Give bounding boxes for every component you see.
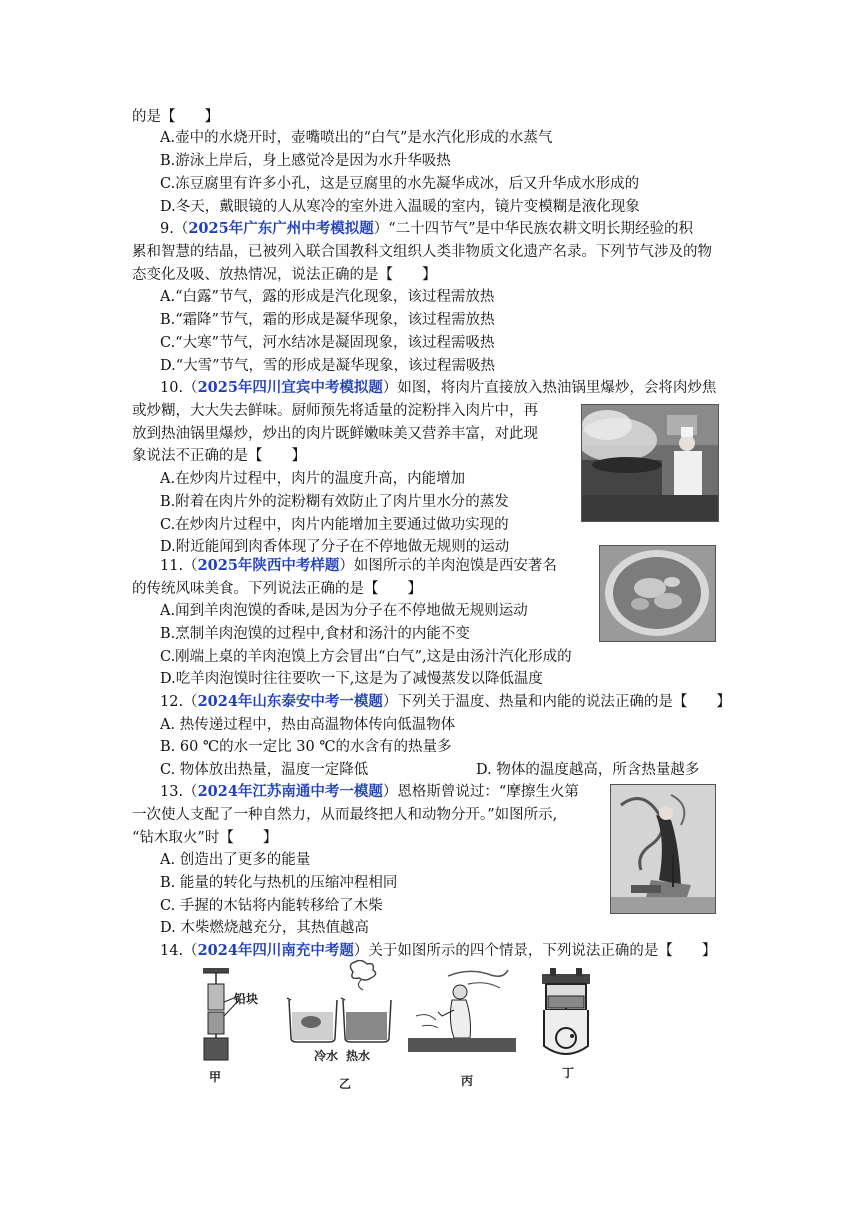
q9-stem-1: “二十四节气”是中华民族农耕文明长期经验的积 — [388, 221, 694, 237]
q8-stem-end: 的是【 】 — [132, 109, 219, 125]
q13-option-a: A. 创造出了更多的能量 — [160, 852, 311, 868]
q10-option-b: B.附着在肉片外的淀粉糊有效防止了肉片里水分的蒸发 — [160, 494, 509, 510]
q13-stem-2: 一次使人支配了一种自然力，从而最终把人和动物分开。”如图所示, — [132, 807, 558, 823]
q13-stem-3: “钻木取火”时【 】 — [132, 830, 278, 846]
q14-header: 14.（2024年四川南充中考题）关于如图所示的四个情景，下列说法正确的是【 】 — [160, 942, 717, 959]
q8-option-a: A.壶中的水烧开时，壶嘴喷出的“白气”是水汽化形成的水蒸气 — [160, 130, 553, 146]
q11-header: 11.（2025年陕西中考样题）如图所示的羊肉泡馍是西安著名 — [160, 557, 557, 574]
q10-stem-1: 如图，将肉片直接放入热油锅里爆炒，会将肉炒焦 — [397, 380, 717, 396]
q8-option-b: B.游泳上岸后，身上感觉冷是因为水升华吸热 — [160, 153, 451, 169]
engine-cylinder-figure — [536, 966, 596, 1062]
q10-option-a: A.在炒肉片过程中，肉片的温度升高，内能增加 — [160, 471, 466, 487]
q14-source: 2024年四川南充中考题 — [197, 942, 354, 959]
q12-stem: 下列关于温度、热量和内能的说法正确的是【 】 — [397, 694, 731, 710]
q9-option-c: C.“大寒”节气，河水结冰是凝固现象，该过程需吸热 — [160, 335, 495, 351]
q8-option-d: D.冬天，戴眼镜的人从寒冷的室外进入温暖的室内，镜片变模糊是液化现象 — [160, 199, 640, 215]
q12-option-b: B. 60 ℃的水一定比 30 ℃的水含有的热量多 — [160, 739, 452, 755]
label-hot-water: 热水 — [346, 1049, 371, 1063]
label-jia: 甲 — [209, 1070, 222, 1084]
person-wind-figure — [408, 966, 516, 1058]
q10-stem-4: 象说法不正确的是【 】 — [132, 448, 306, 464]
q9-option-d: D.“大雪”节气，雪的形成是凝华现象，该过程需吸热 — [160, 358, 496, 374]
q13-header: 13.（2024年江苏南通中考一模题）恩格斯曾说过：“摩擦生火第 — [160, 783, 579, 800]
q11-stem-1: 如图所示的羊肉泡馍是西安著名 — [353, 558, 557, 574]
q9-option-b: B.“霜降”节气，霜的形成是凝华现象，该过程需放热 — [160, 312, 495, 328]
q10-source: 2025年四川宜宾中考模拟题 — [197, 379, 383, 396]
q9-stem-3: 态变化及吸、放热情况，说法正确的是【 】 — [132, 267, 437, 283]
q13-option-d: D. 木柴燃烧越充分，其热值越高 — [160, 920, 369, 936]
label-lead-block: 铅块 — [234, 992, 259, 1006]
q13-option-c: C. 手握的木钻将内能转移给了木柴 — [160, 898, 383, 914]
q11-source: 2025年陕西中考样题 — [197, 557, 340, 574]
q11-stem-2: 的传统风味美食。下列说法正确的是【 】 — [132, 581, 422, 597]
q12-option-a: A. 热传递过程中，热由高温物体传向低温物体 — [160, 717, 456, 733]
q10-stem-3: 放到热油锅里爆炒，炒出的肉片既鲜嫩味美又营养丰富，对此现 — [132, 426, 538, 442]
q13-source: 2024年江苏南通中考一模题 — [197, 783, 383, 800]
q12-source: 2024年山东泰安中考一模题 — [197, 693, 383, 710]
chef-cooking-photo — [581, 404, 719, 522]
label-ding: 丁 — [562, 1066, 575, 1080]
q11-option-a: A.闻到羊肉泡馍的香味,是因为分子在不停地做无规则运动 — [160, 603, 528, 619]
beakers-figure — [285, 960, 395, 1050]
q12-option-c: C. 物体放出热量，温度一定降低 — [160, 762, 369, 778]
q12-header: 12.（2024年山东泰安中考一模题）下列关于温度、热量和内能的说法正确的是【 】 — [160, 693, 731, 710]
label-yi: 乙 — [339, 1077, 352, 1091]
q8-option-c: C.冻豆腐里有许多小孔，这是豆腐里的水先凝华成冰，后又升华成水形成的 — [160, 176, 640, 192]
q10-option-d: D.附近能闻到肉香体现了分子在不停地做无规则的运动 — [160, 539, 510, 555]
q9-source: 2025年广东广州中考模拟题 — [188, 220, 374, 237]
label-cold-water: 冷水 — [314, 1049, 339, 1063]
label-bing: 丙 — [461, 1074, 474, 1088]
q12-option-d: D. 物体的温度越高，所含热量越多 — [476, 762, 700, 778]
lead-blocks-figure — [195, 966, 275, 1066]
q9-option-a: A.“白露”节气，露的形成是汽化现象，该过程需放热 — [160, 289, 495, 305]
q10-option-c: C.在炒肉片过程中，肉片内能增加主要通过做功实现的 — [160, 517, 509, 533]
drill-fire-illustration — [610, 784, 716, 914]
paomo-bowl-photo — [599, 545, 716, 642]
q11-option-b: B.烹制羊肉泡馍的过程中,食材和汤汁的内能不变 — [160, 626, 470, 642]
q11-option-d: D.吃羊肉泡馍时往往要吹一下,这是为了减慢蒸发以降低温度 — [160, 671, 543, 687]
q10-header: 10.（2025年四川宜宾中考模拟题）如图，将肉片直接放入热油锅里爆炒，会将肉炒焦 — [160, 379, 717, 396]
q13-option-b: B. 能量的转化与热机的压缩冲程相同 — [160, 875, 398, 891]
q10-stem-2: 或炒糊，大大失去鲜味。厨师预先将适量的淀粉拌入肉片中，再 — [132, 403, 538, 419]
q9-stem-2: 累和智慧的结晶，已被列入联合国教科文组织人类非物质文化遗产名录。下列节气涉及的物 — [132, 244, 712, 260]
q11-option-c: C.刚端上桌的羊肉泡馍上方会冒出“白气”,这是由汤汁汽化形成的 — [160, 649, 572, 665]
q13-stem-1: 恩格斯曾说过：“摩擦生火第 — [397, 784, 579, 800]
q14-stem: 关于如图所示的四个情景，下列说法正确的是【 】 — [368, 943, 717, 959]
q9-header: 9.（2025年广东广州中考模拟题）“二十四节气”是中华民族农耕文明长期经验的积 — [160, 220, 694, 237]
